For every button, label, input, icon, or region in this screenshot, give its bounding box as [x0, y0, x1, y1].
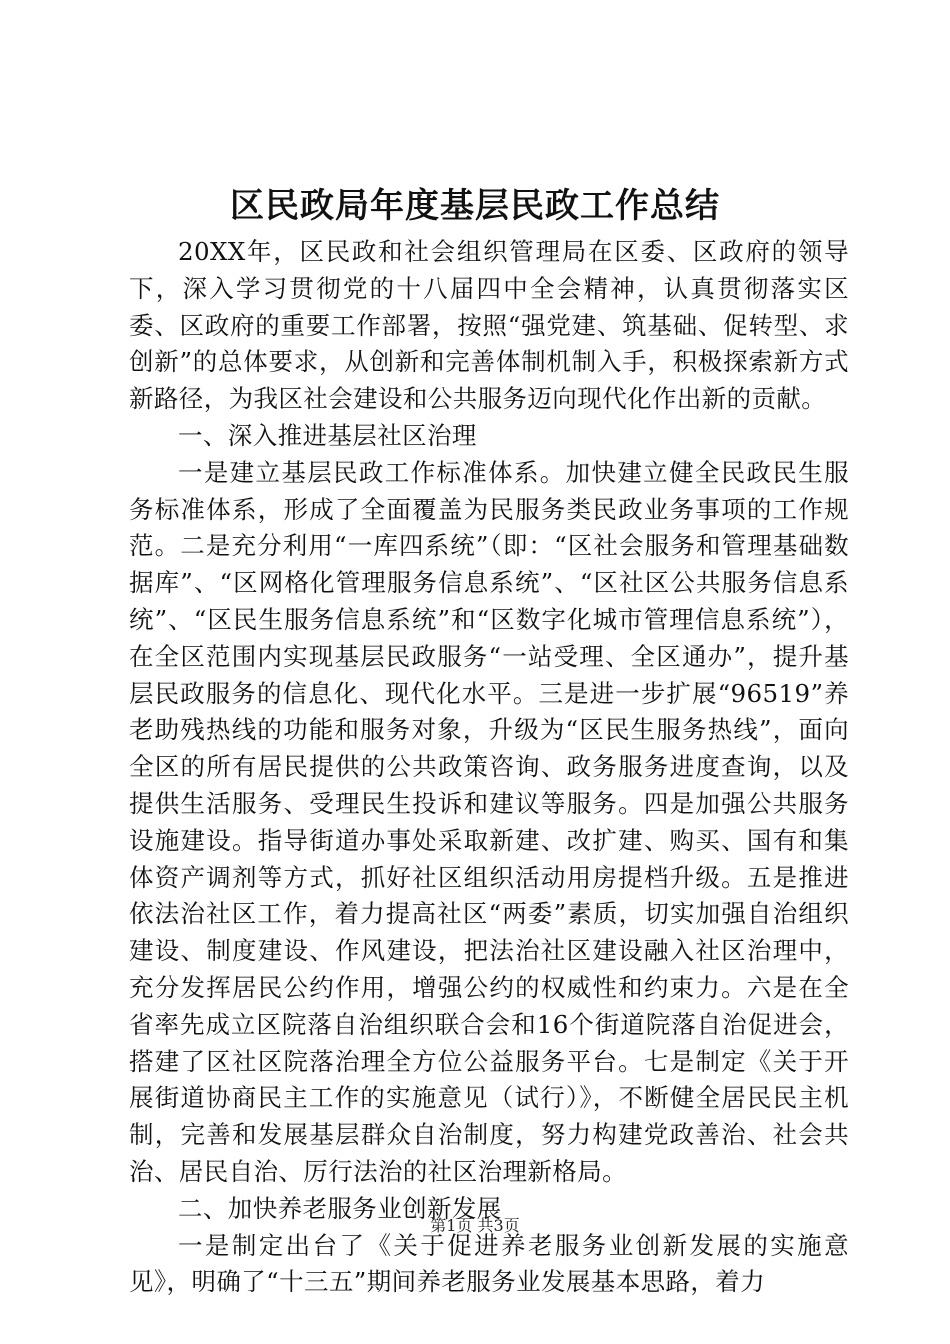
intro-paragraph: 20XX年，区民政和社会组织管理局在区委、区政府的领导下，深入学习贯彻党的十八届四中全会精神，认真贯彻落实区委、区政府的重要工作部署，按照“强党建、筑基础、促转型、求创新”的总体要求，从创新和完善体制机制入手，积极探索新方式新路径，为我区社会建设和公共服务迈向现代化作出新的贡献。 [129, 237, 849, 414]
section-2-paragraph: 一是制定出台了《关于促进养老服务业创新发展的实施意见》，明确了“十三五”期间养老服务业发展基本思路，着力 [129, 1230, 849, 1297]
section-heading-1: 一、深入推进基层社区治理 [178, 420, 477, 450]
section-heading-2: 二、加快养老服务业创新发展 [178, 1193, 502, 1223]
section-1-paragraph: 一是建立基层民政工作标准体系。加快建立健全民政民生服务标准体系，形成了全面覆盖为民服务类民政业务事项的工作规范。二是充分利用“一库四系统”（即：“区社会服务和管理基础数据库”、“区网格化管理服务信息系统”、“区社区公共服务信息系统”、“区民生服务信息系统”和“区数字化城市管理信息系统”），在全区范围内实现基层民政服务“一站受理、全区通办”，提升基层民政服务的信息化、现代化水平。三是进一步扩展“96519”养老助残热线的功能和服务对象，升级为“区民生服务热线”，面向全区的所有居民提供的公共政策咨询、政务服务进度查询，以及提供生活服务、受理民生投诉和建议等服务。四是加强公共服务设施建设。指导街道办事处采取新建、改扩建、购买、国有和集体资产调剂等方式，抓好社区组织活动用房提档升级。五是推进依法治社区工作，着力提高社区“两委”素质，切实加强自治组织建设、制度建设、作风建设，把法治社区建设融入社区治理中，充分发挥居民公约作用，增强公约的权威性和约束力。六是在全省率先成立区院落自治组织联合会和16个街道院落自治促进会，搭建了区社区院落治理全方位公益服务平台。七是制定《关于开展街道协商民主工作的实施意见（试行）》，不断健全居民民主机制，完善和发展基层群众自治制度，努力构建党政善治、社会共治、居民自治、厉行法治的社区治理新格局。 [129, 457, 849, 1186]
page-number-footer: 第1页 共3页 [430, 1216, 520, 1235]
document-title: 区民政局年度基层民政工作总结 [230, 186, 720, 226]
document-body [129, 234, 849, 1301]
